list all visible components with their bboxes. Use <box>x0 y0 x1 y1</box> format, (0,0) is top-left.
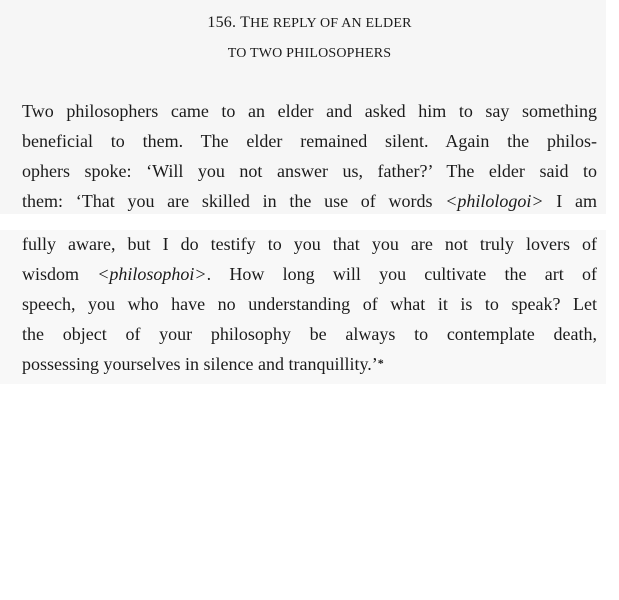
paragraph-2-line-1: fully aware, but I do testify to you that you are not truly lovers of <box>22 234 597 254</box>
story-number: 156. <box>207 14 237 31</box>
greek-term-philologoi: <philologoi> <box>445 191 544 211</box>
paragraph-1-line-4 <box>22 192 597 210</box>
title-text-2: TO TWO PHILOSOPHERS <box>227 46 392 61</box>
paragraph-1-line-1: Two philosophers came to an elder and asked him to say something <box>22 101 597 121</box>
paragraph-1-line-4-text: them: ‘That you are skilled in the use of words <box>22 191 433 211</box>
paragraph-2-line-5-text: possessing yourselves in silence and tranquillity.’ <box>22 354 378 374</box>
paragraph-2-line-2-start: wisdom <box>22 264 98 284</box>
paragraph-1-line-3: ophers spoke: ‘Will you not answer us, father?’ The elder said to <box>22 161 597 181</box>
footnote-marker: * <box>377 356 384 370</box>
paragraph-2-line-2 <box>22 265 597 283</box>
paragraph-2-line-5 <box>22 355 384 373</box>
paragraph-1-line-2: beneficial to them. The elder remained silent. Again the philos- <box>22 131 597 151</box>
paragraph-2-line-4: the object of your philosophy be always to contemplate death, <box>22 324 597 344</box>
paragraph-1-line-4-end: I am <box>543 191 598 211</box>
paragraph-2-line-2-end: . How long will you cultivate the art of <box>206 264 597 284</box>
story-title-line-2 <box>0 45 619 61</box>
title-initial: T <box>240 14 251 31</box>
greek-term-philosophoi: <philosophoi> <box>97 264 207 284</box>
title-text-1: HE REPLY OF AN ELDER <box>250 16 412 31</box>
paragraph-2-line-3: speech, you who have no understanding of what it is to speak? Let <box>22 294 597 314</box>
story-title-line-1 <box>0 15 619 31</box>
